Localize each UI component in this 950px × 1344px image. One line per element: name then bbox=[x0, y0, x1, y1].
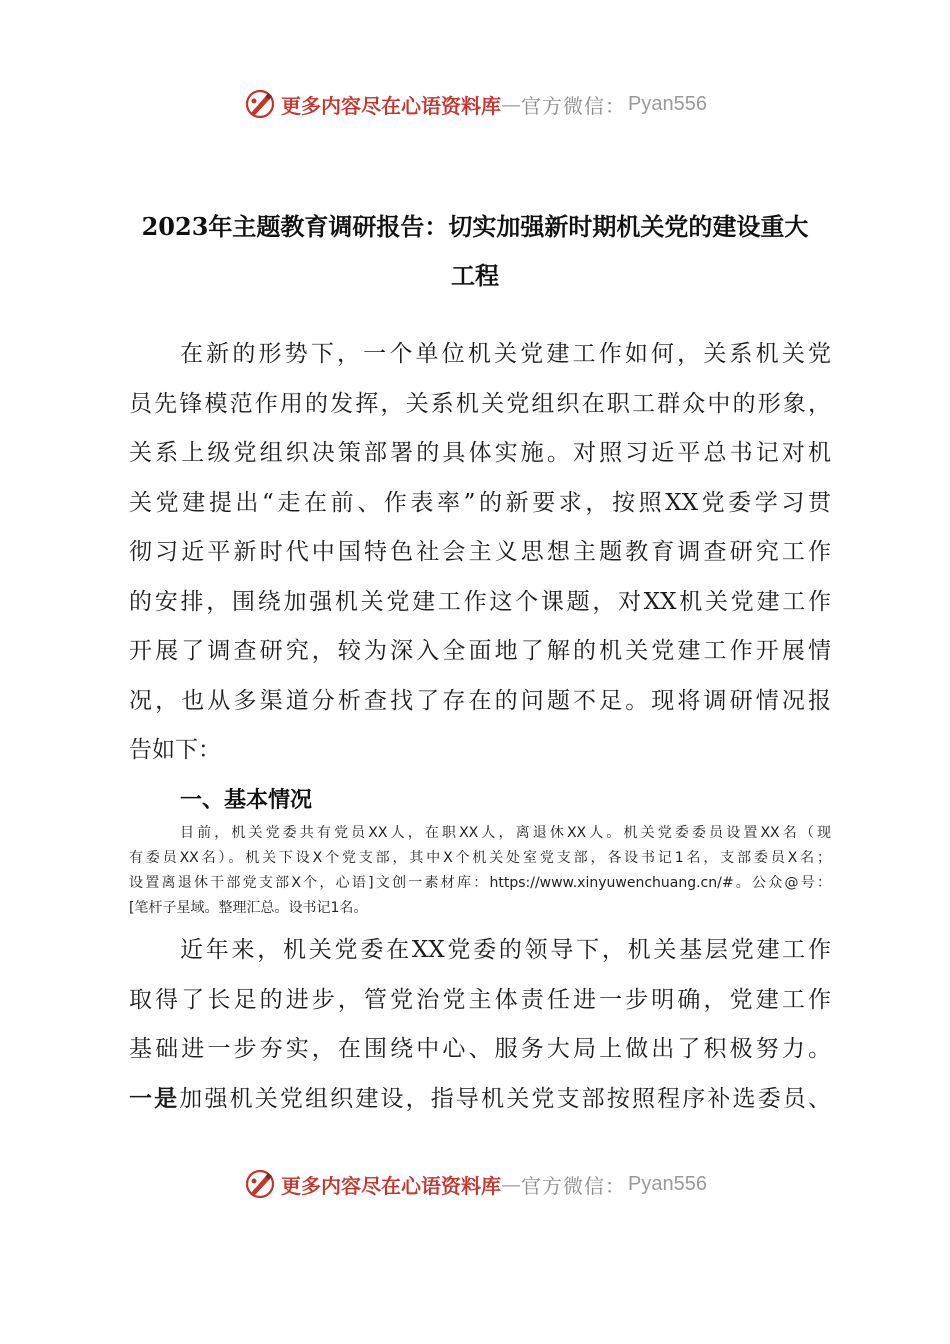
document-title-line1: 2023年主题教育调研报告：切实加强新时期机关党的建设重大 bbox=[141, 212, 809, 241]
para2-line-4 bbox=[129, 1080, 831, 1113]
small-text-line-4: [笔杆子星域。整理汇总。设书记1名。 bbox=[129, 900, 368, 916]
pen-logo-icon bbox=[243, 1167, 277, 1201]
footer-watermark-banner bbox=[0, 1164, 950, 1204]
intro-line-1: 在新的形势下，一个单位机关党建工作如何，关系机关党 bbox=[180, 341, 831, 367]
intro-line-2: 员先锋模范作用的发挥，关系机关党组织在职工群众中的形象， bbox=[129, 391, 831, 417]
header-wechat-id: Pyan556 bbox=[628, 92, 707, 115]
para2-line-3: 基础进一步夯实，在围绕中心、服务大局上做出了积极努力。 bbox=[129, 1036, 831, 1062]
header-separator: — bbox=[501, 92, 522, 116]
footer-wechat-id: Pyan556 bbox=[628, 1172, 707, 1195]
para2-line-4-text: 加强机关党组织建设，指导机关党支部按照程序补选委员、 bbox=[179, 1086, 832, 1112]
intro-line-8: 况，也从多渠道分析查找了存在的问题不足。现将调研情况报 bbox=[129, 688, 831, 714]
intro-line-3: 关系上级党组织决策部署的具体实施。对照习近平总书记对机 bbox=[129, 440, 831, 466]
header-brand-text: 更多内容尽在心语资料库 bbox=[281, 93, 502, 118]
header-watermark-banner bbox=[0, 84, 950, 124]
footer-separator: — bbox=[501, 1172, 522, 1196]
small-text-line-1: 目前，机关党委共有党员XX人，在职XX人，离退休XX人。机关党委委员设置XX名（现 bbox=[180, 825, 831, 841]
intro-line-5: 彻习近平新时代中国特色社会主义思想主题教育调查研究工作 bbox=[129, 539, 831, 565]
intro-line-4: 关党建提出“走在前、作表率”的新要求，按照XX党委学习贯 bbox=[129, 490, 831, 516]
para2-bold-lead: 一是 bbox=[129, 1086, 180, 1112]
intro-line-7: 开展了调查研究，较为深入全面地了解的机关党建工作开展情 bbox=[129, 638, 831, 664]
document-title-line2: 工程 bbox=[451, 261, 499, 290]
footer-brand-text: 更多内容尽在心语资料库 bbox=[281, 1173, 502, 1198]
footer-official-label: 官方微信： bbox=[521, 1173, 627, 1198]
intro-line-9: 告如下： bbox=[129, 737, 221, 763]
pen-logo-icon bbox=[243, 87, 277, 121]
para2-line-2: 取得了长足的进步，管党治党主体责任进一步明确，党建工作 bbox=[129, 987, 831, 1013]
intro-line-6: 的安排，围绕加强机关党建工作这个课题，对XX机关党建工作 bbox=[129, 589, 831, 615]
small-text-line-3: 设置离退休干部党支部X个，心语]文创一素材库：https://www.xinyuwenchuang.cn/#。公众@号： bbox=[129, 875, 831, 891]
section-heading-basic-situation: 一、基本情况 bbox=[180, 788, 313, 813]
header-official-label: 官方微信： bbox=[521, 93, 627, 118]
para2-line-1: 近年来，机关党委在XX党委的领导下，机关基层党建工作 bbox=[180, 937, 831, 963]
small-text-line-2: 有委员XX名）。机关下设X个党支部，其中X个机关处室党支部，各设书记1名，支部委员X名； bbox=[129, 850, 831, 866]
